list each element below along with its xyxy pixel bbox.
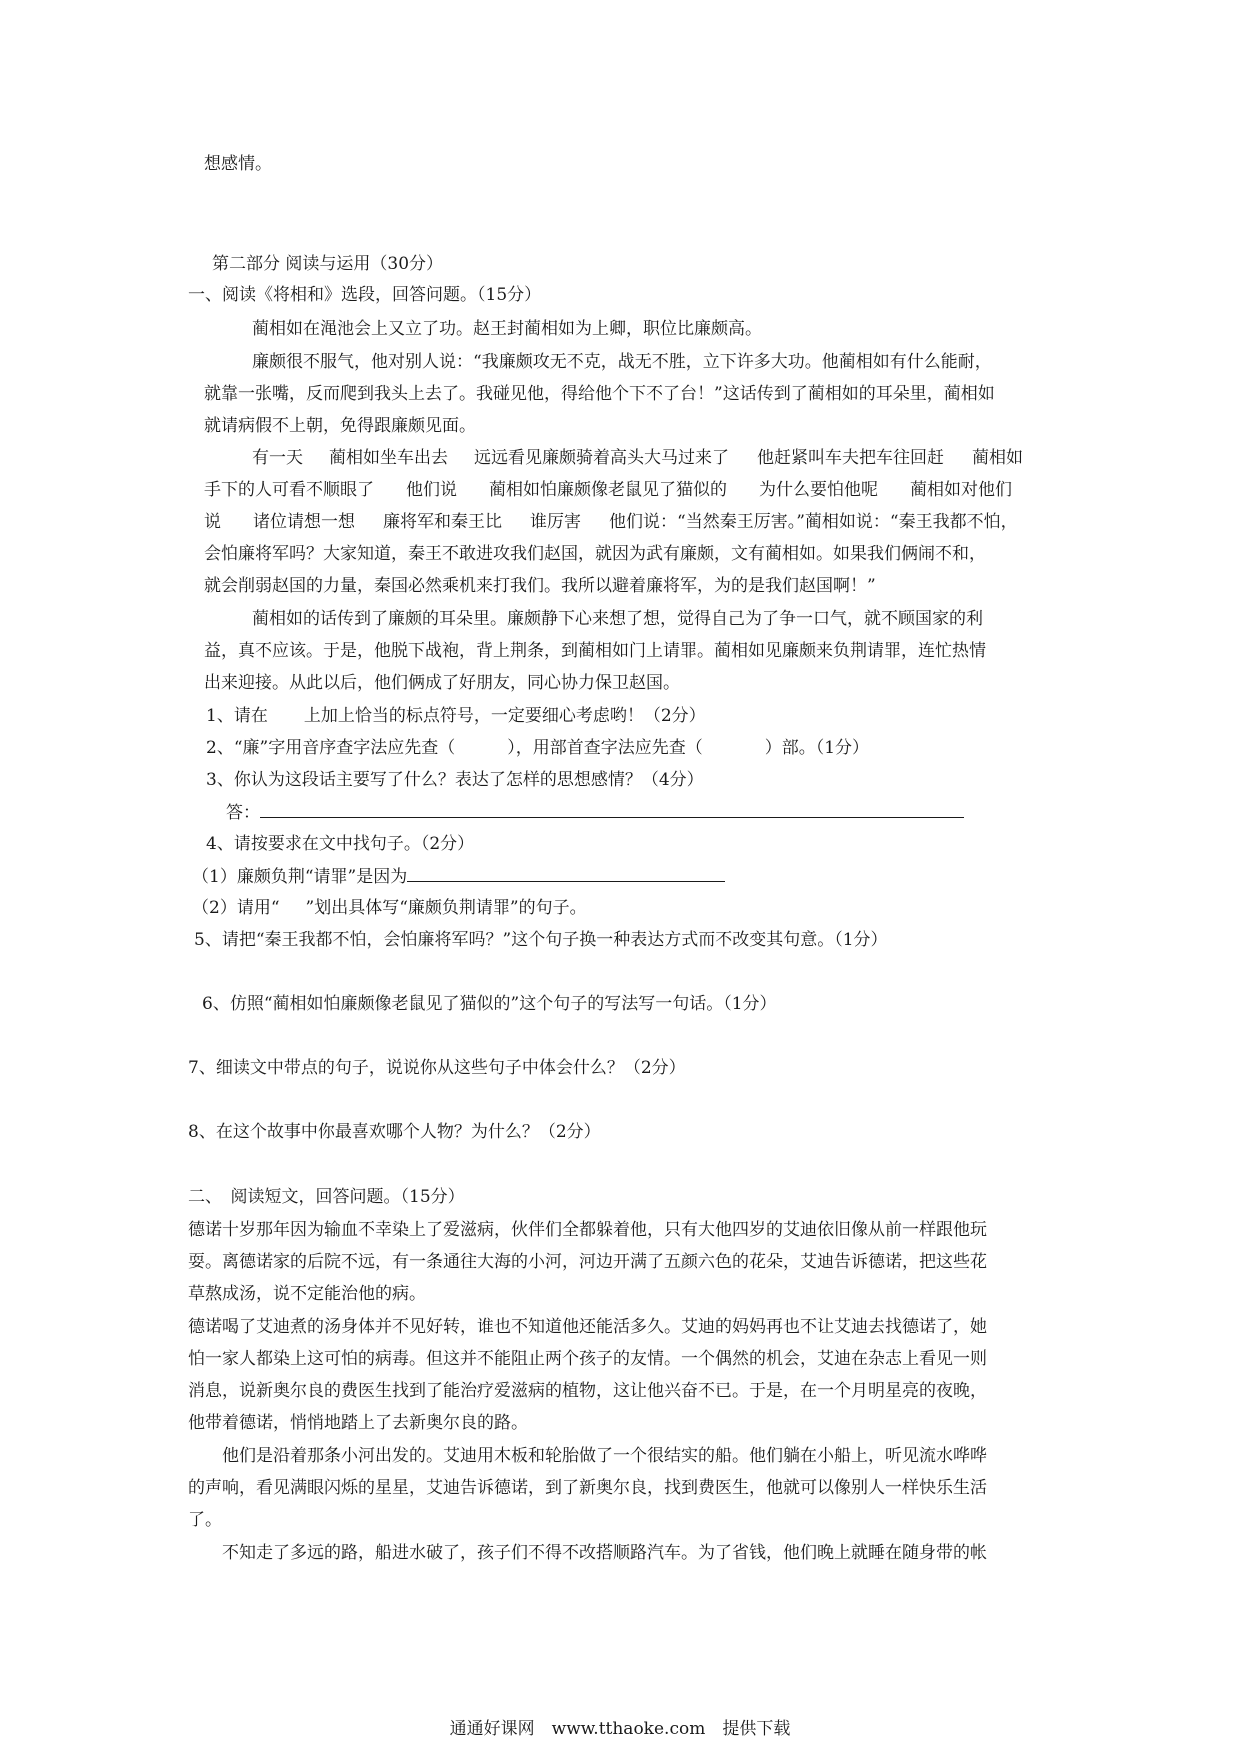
seg: 蔺相如坐车出去 [329,448,448,468]
question-4-1 [192,865,725,888]
q4-2-text-b: ”划出具体写“廉颇负荆请罪”的句子。 [305,898,587,918]
seg: 他赶紧叫车夫把车往回赶 [757,448,944,468]
question-4-2 [192,897,587,919]
q1-text-b: 上加上恰当的标点符号，一定要细心考虑哟！（2分） [303,706,706,726]
reading2-p1-line1: 德诺十岁那年因为输血不幸染上了爱滋病，伙伴们全都躲着他，只有大他四岁的艾迪依旧像从前一样跟他玩 [188,1220,987,1240]
reading2-p2-line4: 他带着德诺，悄悄地踏上了去新奥尔良的路。 [188,1413,528,1433]
part2-heading: 第二部分 阅读与运用（30分） [212,254,444,274]
seg: 为什么要怕他呢 [759,480,878,500]
q4-1-text: （1）廉颇负荆“请罪”是因为 [192,867,408,887]
reading2-p3-line1: 他们是沿着那条小河出发的。艾迪用木板和轮胎做了一个很结实的船。他们躺在小船上，听见流水哗哗 [222,1446,987,1466]
question-7: 7、细读文中带点的句子，说说你从这些句子中体会什么？（2分） [188,1058,686,1078]
intro-tail: 想感情。 [204,154,272,174]
reading1-p3-line4: 会怕廉将军吗？大家知道，秦王不敢进攻我们赵国，就因为武有廉颇，文有蔺相如。如果我们俩闹不和， [204,544,986,564]
reading2-p3-line2: 的声响，看见满眼闪烁的星星，艾迪告诉德诺，到了新奥尔良，找到费医生，他就可以像别人一样快乐生活 [188,1478,987,1498]
page-footer: 通通好课网 www.tthaoke.com 提供下载 [449,1719,791,1739]
reading1-p3-line2 [204,479,1012,501]
question-2 [206,737,869,759]
seg: 蔺相如对他们 [910,480,1012,500]
reading1-p3-line1 [252,447,1023,469]
reading2-p4-line1: 不知走了多远的路，船进水破了，孩子们不得不改搭顺路汽车。为了省钱，他们晚上就睡在随身带的帐 [222,1543,987,1563]
q4-2-text-a: （2）请用“ [192,898,280,918]
reading1-p4-line2: 益，真不应该。于是，他脱下战袍，背上荆条，到蔺相如门上请罪。蔺相如见廉颇来负荆请罪，连忙热情 [204,641,986,661]
question-3: 3、你认为这段话主要写了什么？表达了怎样的思想感情？（4分） [206,770,704,790]
q1-text-a: 1、请在 [206,706,268,726]
question-3-answer [226,801,964,824]
reading2-heading: 二、 阅读短文，回答问题。（15分） [188,1187,465,1207]
seg: 有一天 [252,448,303,468]
question-4: 4、请按要求在文中找句子。（2分） [206,834,475,854]
reading1-p4-line3: 出来迎接。从此以后，他们俩成了好朋友，同心协力保卫赵国。 [204,673,680,693]
reading1-heading: 一、阅读《将相和》选段，回答问题。（15分） [188,285,542,305]
reading1-p3-line5: 就会削弱赵国的力量，秦国必然乘机来打我们。我所以避着廉将军，为的是我们赵国啊！” [204,576,876,596]
q4-1-answer-line[interactable] [407,865,725,882]
seg: 蔺相如 [972,448,1023,468]
answer-line[interactable] [260,801,964,818]
seg: 诸位请想一想 [253,512,355,532]
reading1-p1: 蔺相如在渑池会上又立了功。赵王封蔺相如为上卿，职位比廉颇高。 [252,319,762,339]
seg: 廉将军和秦王比 [383,512,502,532]
reading1-p4-line1: 蔺相如的话传到了廉颇的耳朵里。廉颇静下心来想了想，觉得自己为了争一口气，就不顾国家的利 [252,609,983,629]
reading1-p2-line1: 廉颇很不服气，他对别人说：“我廉颇攻无不克，战无不胜，立下许多大功。他蔺相如有什么能耐， [252,352,992,372]
seg: 蔺相如怕廉颇像老鼠见了猫似的 [489,480,727,500]
reading2-p2-line1: 德诺喝了艾迪煮的汤身体并不见好转，谁也不知道他还能活多久。艾迪的妈妈再也不让艾迪去找德诺了，她 [188,1317,987,1337]
question-5: 5、请把“秦王我都不怕，会怕廉将军吗？”这个句子换一种表达方式而不改变其句意。（1分） [194,930,888,950]
q2-text-a: 2、“廉”字用音序查字法应先查（ [206,738,456,758]
question-1 [206,705,706,727]
reading1-p3-line3 [204,511,1018,533]
reading2-p3-line3: 了。 [188,1510,222,1530]
seg: 手下的人可看不顺眼了 [204,480,374,500]
reading1-p2-line3: 就请病假不上朝，免得跟廉颇见面。 [204,416,476,436]
reading2-p2-line3: 消息，说新奥尔良的费医生找到了能治疗爱滋病的植物，这让他兴奋不已。于是，在一个月明星亮的夜晚， [188,1381,987,1401]
seg: 说 [204,512,221,532]
seg: 远远看见廉颇骑着高头大马过来了 [474,448,729,468]
seg: 他们说 [406,480,457,500]
reading2-p1-line2: 耍。离德诺家的后院不远，有一条通往大海的小河，河边开满了五颜六色的花朵，艾迪告诉德诺，把这些花 [188,1252,987,1272]
reading2-p1-line3: 草熬成汤，说不定能治他的病。 [188,1284,426,1304]
seg: 谁厉害 [530,512,581,532]
q2-text-b: ），用部首查字法应先查（ [507,738,703,758]
answer-label: 答： [226,803,260,823]
seg: 他们说：“当然秦王厉害。”蔺相如说：“秦王我都不怕， [609,512,1018,532]
reading1-p2-line2: 就靠一张嘴，反而爬到我头上去了。我碰见他，得给他个下不了台！”这话传到了蔺相如的耳朵里，蔺相如 [204,384,995,404]
q2-text-c: ）部。（1分） [764,738,870,758]
question-8: 8、在这个故事中你最喜欢哪个人物？为什么？（2分） [188,1122,601,1142]
question-6: 6、仿照“蔺相如怕廉颇像老鼠见了猫似的”这个句子的写法写一句话。（1分） [202,994,777,1014]
reading2-p2-line2: 怕一家人都染上这可怕的病毒。但这并不能阻止两个孩子的友情。一个偶然的机会，艾迪在杂志上看见一则 [188,1349,987,1369]
